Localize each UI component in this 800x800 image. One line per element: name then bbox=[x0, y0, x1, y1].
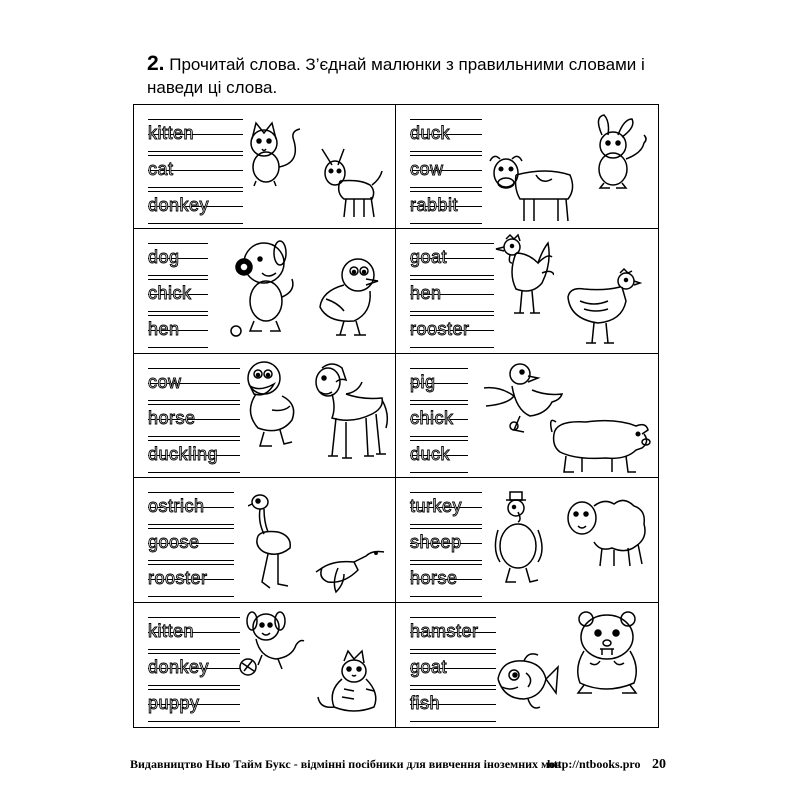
trace-word-text: cow bbox=[410, 159, 444, 179]
puppy-picture[interactable] bbox=[236, 609, 306, 677]
worksheet-cell bbox=[396, 478, 658, 602]
trace-word-text: hen bbox=[410, 283, 442, 304]
ostrich-picture[interactable] bbox=[248, 492, 294, 592]
trace-word[interactable] bbox=[410, 440, 468, 476]
trace-word-text: hen bbox=[148, 319, 180, 340]
trace-word[interactable] bbox=[148, 243, 208, 279]
worksheet-cell bbox=[134, 478, 396, 602]
rabbit-picture[interactable] bbox=[586, 113, 654, 189]
trace-word-text: turkey bbox=[410, 496, 463, 517]
trace-word[interactable] bbox=[410, 243, 494, 279]
word-list bbox=[148, 617, 240, 725]
trace-word[interactable] bbox=[410, 119, 482, 155]
pig-picture[interactable] bbox=[546, 412, 652, 476]
word-list bbox=[410, 617, 496, 725]
trace-word-text: fish bbox=[410, 692, 441, 713]
trace-word[interactable] bbox=[148, 617, 240, 653]
cow-picture[interactable] bbox=[486, 145, 578, 225]
dog-picture[interactable] bbox=[226, 237, 304, 337]
trace-word[interactable] bbox=[410, 315, 494, 351]
word-list bbox=[148, 119, 243, 227]
trace-word[interactable] bbox=[410, 617, 496, 653]
hen-picture[interactable] bbox=[564, 267, 642, 347]
trace-word-text: horse bbox=[410, 568, 458, 589]
task-number: 2. bbox=[147, 52, 165, 75]
trace-word-text: rabbit bbox=[410, 195, 459, 215]
trace-word-text: duckling bbox=[148, 443, 219, 464]
sheep-picture[interactable] bbox=[564, 492, 648, 572]
hamster-picture[interactable] bbox=[566, 607, 650, 697]
trace-word[interactable] bbox=[410, 492, 482, 528]
trace-word-text: sheep bbox=[410, 532, 462, 553]
goose-picture[interactable] bbox=[314, 548, 386, 596]
word-list bbox=[410, 368, 468, 476]
worksheet-cell bbox=[396, 229, 658, 353]
trace-word[interactable] bbox=[410, 689, 496, 725]
trace-word[interactable] bbox=[148, 119, 243, 155]
trace-word-text: cow bbox=[148, 371, 182, 392]
trace-word[interactable] bbox=[148, 279, 208, 315]
trace-word[interactable] bbox=[148, 564, 234, 600]
trace-word[interactable] bbox=[410, 155, 482, 191]
trace-word-text: donkey bbox=[148, 656, 210, 677]
trace-word[interactable] bbox=[148, 528, 234, 564]
trace-word[interactable] bbox=[148, 315, 208, 351]
trace-word[interactable] bbox=[410, 191, 482, 227]
trace-word[interactable] bbox=[148, 440, 240, 476]
trace-word-text: pig bbox=[410, 371, 436, 392]
footer-url[interactable]: http://ntbooks.pro bbox=[547, 757, 641, 771]
trace-word-text: rooster bbox=[410, 319, 470, 340]
trace-word-text: chick bbox=[148, 283, 192, 304]
trace-word-text: dog bbox=[148, 247, 180, 268]
word-list bbox=[148, 243, 208, 351]
trace-word-text: puppy bbox=[148, 692, 200, 713]
trace-word[interactable] bbox=[410, 528, 482, 564]
worksheet-cell bbox=[134, 229, 396, 353]
trace-word-text: goat bbox=[410, 656, 448, 677]
trace-word-text: kitten bbox=[148, 620, 195, 641]
duckling-picture[interactable] bbox=[240, 356, 302, 452]
fish-picture[interactable] bbox=[488, 649, 560, 715]
rooster-picture[interactable] bbox=[492, 233, 554, 319]
chick-picture[interactable] bbox=[314, 251, 384, 337]
trace-word[interactable] bbox=[410, 653, 496, 689]
trace-word[interactable] bbox=[148, 368, 240, 404]
trace-word-text: hamster bbox=[410, 620, 479, 641]
trace-word[interactable] bbox=[148, 155, 243, 191]
word-list bbox=[410, 119, 482, 227]
turkey-picture[interactable] bbox=[488, 490, 550, 586]
trace-word-text: duck bbox=[410, 123, 451, 143]
trace-word[interactable] bbox=[148, 404, 240, 440]
trace-word-text: kitten bbox=[148, 123, 195, 143]
trace-word-text: horse bbox=[148, 407, 196, 428]
trace-word-text: goat bbox=[410, 247, 448, 268]
donkey-picture[interactable] bbox=[314, 141, 386, 219]
trace-word[interactable] bbox=[410, 279, 494, 315]
task-text: Прочитай слова. З’єднай малюнки з правильними словами і наведи ці слова. bbox=[147, 55, 645, 97]
trace-word-text: goose bbox=[148, 532, 200, 553]
horse-picture[interactable] bbox=[302, 358, 390, 470]
trace-word[interactable] bbox=[148, 191, 243, 227]
trace-word-text: cat bbox=[148, 159, 174, 179]
trace-word-text: rooster bbox=[148, 568, 208, 589]
trace-word[interactable] bbox=[148, 492, 234, 528]
trace-word-text: duck bbox=[410, 443, 451, 464]
word-list bbox=[410, 243, 494, 351]
trace-word[interactable] bbox=[148, 653, 240, 689]
trace-word[interactable] bbox=[410, 564, 482, 600]
word-list bbox=[148, 368, 240, 476]
trace-word[interactable] bbox=[410, 404, 468, 440]
task-instruction bbox=[147, 52, 677, 99]
worksheet-cell bbox=[396, 354, 658, 478]
worksheet-cell bbox=[134, 603, 396, 727]
worksheet-cell bbox=[396, 105, 658, 229]
worksheet-cell bbox=[134, 105, 396, 229]
worksheet-cell bbox=[396, 603, 658, 727]
word-list bbox=[148, 492, 234, 600]
trace-word-text: donkey bbox=[148, 195, 210, 215]
trace-word[interactable] bbox=[410, 368, 468, 404]
page-number: 20 bbox=[652, 757, 666, 772]
trace-word-text: chick bbox=[410, 407, 454, 428]
worksheet-cell bbox=[134, 354, 396, 478]
publisher-footer: Видавництво Нью Тайм Букс - відмінні посібники для вивчення іноземних мов bbox=[130, 757, 562, 771]
kitten-picture[interactable] bbox=[314, 647, 386, 717]
trace-word-text: ostrich bbox=[148, 496, 205, 517]
trace-word[interactable] bbox=[148, 689, 240, 725]
worksheet-grid bbox=[133, 104, 659, 728]
cat-picture[interactable] bbox=[242, 111, 312, 187]
word-list bbox=[410, 492, 482, 600]
